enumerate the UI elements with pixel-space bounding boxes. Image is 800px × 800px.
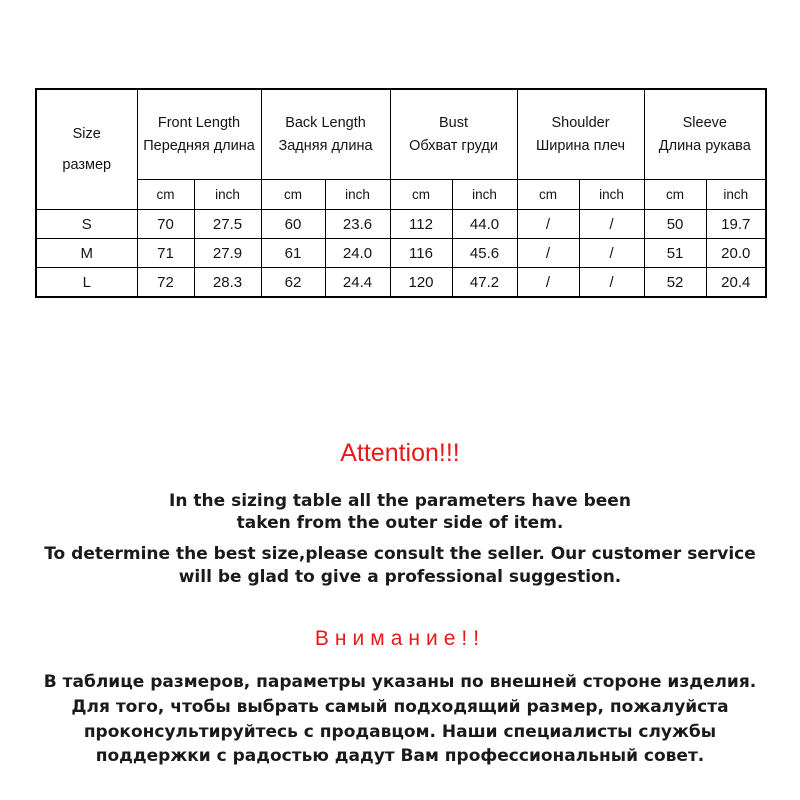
cell-sleeve-inch: 20.4 [706,268,766,298]
table-row [36,268,766,298]
column-header-sleeve-ru: Длина рукава [658,137,751,154]
cell-sleeve-cm: 52 [644,268,706,298]
cell-back-inch: 24.4 [325,268,390,298]
cell-size: L [36,268,137,298]
column-header-bust [390,89,517,180]
column-header-front-length-en: Front Length [157,115,241,132]
cell-bust-inch: 45.6 [452,239,517,268]
cell-front-inch: 28.3 [194,268,261,298]
cell-bust-inch: 44.0 [452,210,517,239]
cell-sleeve-cm: 51 [644,239,706,268]
column-header-front-length [137,89,261,180]
unit-header-shoulder-cm: cm [517,180,579,210]
unit-header-sleeve-cm: cm [644,180,706,210]
cell-front-cm: 72 [137,268,194,298]
table-row [36,239,766,268]
column-header-sleeve-en: Sleeve [682,115,727,132]
unit-header-back-inch: inch [325,180,390,210]
column-header-bust-ru: Обхват груди [409,137,498,154]
unit-header-front-cm: cm [137,180,194,210]
notice-english-line-4: will be glad to give a professional suggestion. [178,567,622,588]
unit-header-sleeve-inch: inch [706,180,766,210]
cell-back-cm: 62 [261,268,325,298]
cell-size: S [36,210,137,239]
table-header-row-groups [36,89,766,180]
cell-shoulder-cm: / [517,239,579,268]
cell-back-inch: 24.0 [325,239,390,268]
column-header-sleeve [644,89,766,180]
cell-front-cm: 71 [137,239,194,268]
cell-shoulder-inch: / [579,210,644,239]
cell-bust-inch: 47.2 [452,268,517,298]
column-header-size-ru: размер [62,156,112,173]
column-header-shoulder-ru: Ширина плеч [535,137,626,154]
cell-shoulder-inch: / [579,239,644,268]
size-chart-table [35,88,767,298]
table-header [36,89,766,210]
cell-sleeve-inch: 19.7 [706,210,766,239]
attention-heading-russian: Внимание!! [314,627,486,651]
column-header-bust-en: Bust [439,115,469,132]
column-header-shoulder [517,89,644,180]
cell-back-inch: 23.6 [325,210,390,239]
notice-russian-line-4: поддержки с радостью дадут Вам профессиональный совет. [95,746,705,767]
cell-bust-cm: 112 [390,210,452,239]
table-header-row-units [36,180,766,210]
cell-front-inch: 27.9 [194,239,261,268]
notice-russian-line-3: проконсультируйтесь с продавцом. Наши специалисты службы [83,721,717,742]
cell-shoulder-cm: / [517,268,579,298]
cell-shoulder-cm: / [517,210,579,239]
table-row [36,210,766,239]
unit-header-front-inch: inch [194,180,261,210]
size-chart-container [35,88,765,298]
cell-front-cm: 70 [137,210,194,239]
column-header-size-en: Size [72,126,101,143]
cell-sleeve-inch: 20.0 [706,239,766,268]
column-header-back-length [261,89,390,180]
column-header-front-length-ru: Передняя длина [143,137,255,154]
attention-heading-english: Attention!!! [340,439,460,467]
notice-section [0,440,800,769]
cell-back-cm: 61 [261,239,325,268]
unit-header-back-cm: cm [261,180,325,210]
notice-english-spacer [0,535,800,543]
notice-english-line-1: In the sizing table all the parameters have been [169,490,631,511]
unit-header-bust-cm: cm [390,180,452,210]
unit-header-bust-inch: inch [452,180,517,210]
notice-russian-line-2: Для того, чтобы выбрать самый подходящий размер, пожалуйста [71,696,729,717]
column-header-shoulder-en: Shoulder [551,115,610,132]
cell-back-cm: 60 [261,210,325,239]
table-body [36,210,766,298]
notice-english-line-3: To determine the best size,please consult the seller. Our customer service [44,544,756,565]
cell-bust-cm: 116 [390,239,452,268]
unit-header-shoulder-inch: inch [579,180,644,210]
notice-english-line-2: taken from the outer side of item. [236,513,564,534]
column-header-back-length-ru: Задняя длина [278,137,373,154]
cell-sleeve-cm: 50 [644,210,706,239]
column-header-size [36,89,137,210]
notice-russian-line-1: В таблице размеров, параметры указаны по внешней стороне изделия. [43,672,757,693]
cell-size: M [36,239,137,268]
column-header-back-length-en: Back Length [285,115,366,132]
notice-paragraph-russian [0,670,800,769]
cell-shoulder-inch: / [579,268,644,298]
notice-paragraph-english [0,490,800,590]
cell-bust-cm: 120 [390,268,452,298]
cell-front-inch: 27.5 [194,210,261,239]
